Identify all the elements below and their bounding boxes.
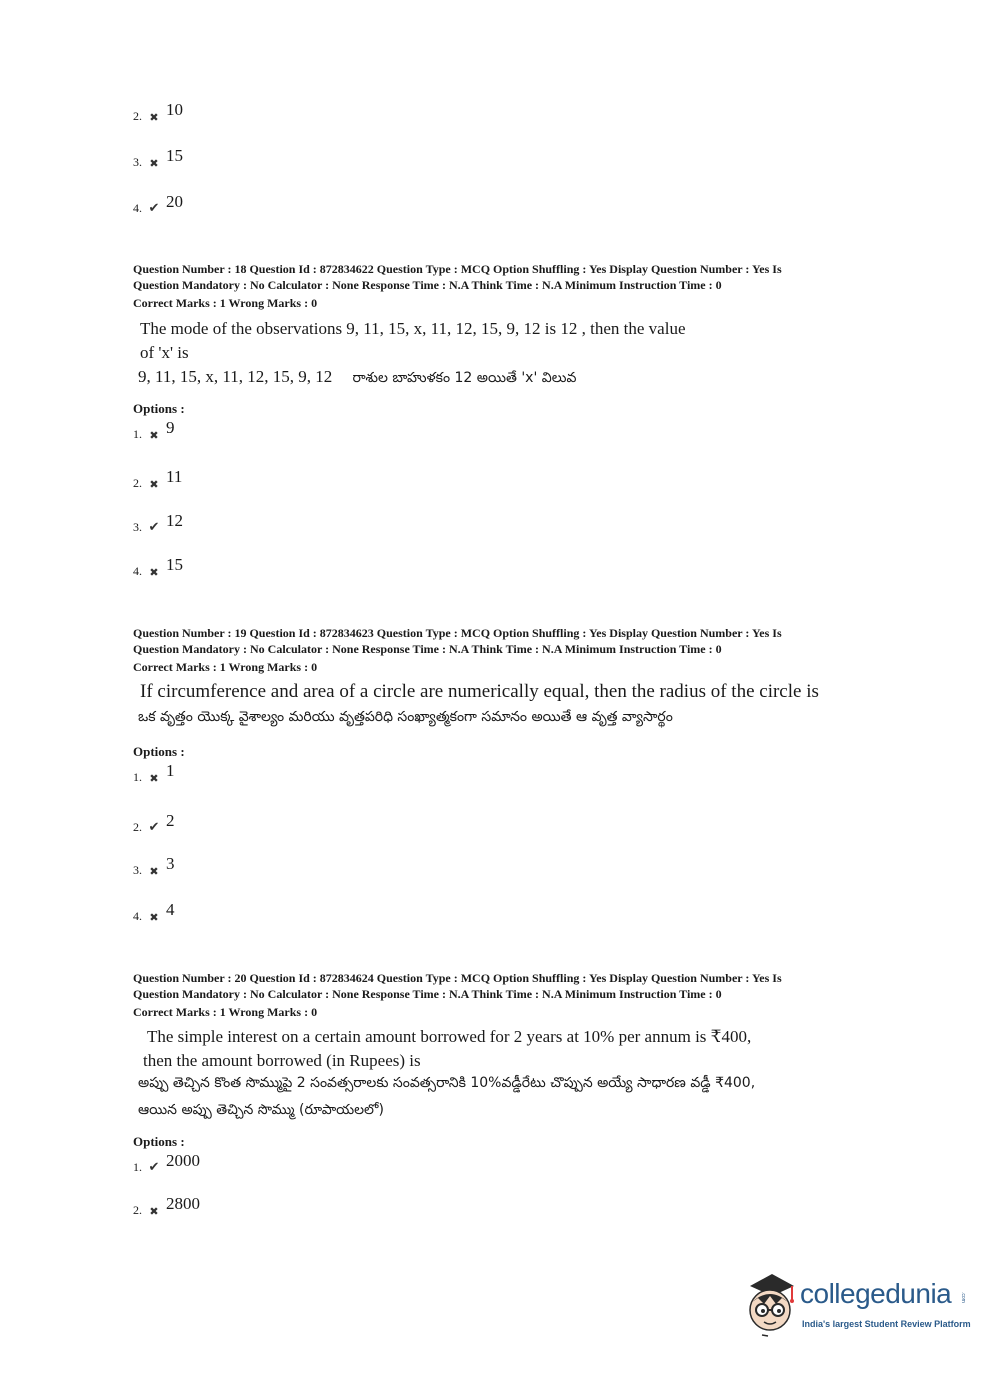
brand-suffix: .com (960, 1292, 966, 1303)
option-value: 1 (166, 761, 175, 780)
option-number: 2. (133, 1203, 142, 1217)
options-label: Options : (133, 1134, 185, 1149)
option-number: 1. (133, 1160, 142, 1174)
question-text-en: If circumference and area of a circle are numerically equal, then the radius of the circle is (140, 681, 819, 702)
option-value: 20 (166, 192, 183, 211)
question-meta (133, 261, 863, 311)
check-mark-icon: ✔ (148, 520, 160, 535)
option-value: 9 (166, 418, 175, 437)
wrong-mark-icon: ✖ (149, 911, 159, 924)
wrong-mark-icon: ✖ (149, 429, 159, 442)
wrong-mark-icon: ✖ (149, 478, 159, 491)
mascot-icon (742, 1272, 798, 1338)
wrong-mark-icon: ✖ (149, 1205, 159, 1218)
option-number: 2. (133, 820, 142, 834)
brand-name: collegedunia (800, 1278, 952, 1309)
option-row (133, 811, 175, 835)
option-value: 2000 (166, 1151, 200, 1170)
wrong-mark-icon: ✖ (149, 157, 159, 170)
option-row (133, 854, 175, 878)
option-number: 4. (133, 909, 142, 923)
meta-line: Question Mandatory : No Calculator : None Response Time : N.A Think Time : N.A Minimum Instruction Time : 0 (133, 278, 722, 292)
brand-tagline: India's largest Student Review Platform (802, 1319, 971, 1329)
option-value: 2800 (166, 1194, 200, 1213)
option-number: 4. (133, 201, 142, 215)
option-value: 15 (166, 555, 183, 574)
marks-line: Correct Marks : 1 Wrong Marks : 0 (133, 1005, 318, 1019)
question-text-en: The mode of the observations 9, 11, 15, x, 11, 12, 15, 9, 12 is 12 , then the value (140, 319, 686, 338)
question-text-te: అప్పు తెచ్చిన కొంత సొమ్ముపై 2 సంవత్సరాలకు సంవత్సరానికి 10%వడ్డీరేటు చొప్పున అయ్యే సాధారణ వడ్డీ ₹400, (138, 1075, 756, 1091)
option-number: 3. (133, 520, 142, 534)
option-value: 11 (166, 467, 183, 486)
question-text-en: then the amount borrowed (in Rupees) is (143, 1051, 421, 1070)
option-number: 3. (133, 155, 142, 169)
question-text-en: The simple interest on a certain amount borrowed for 2 years at 10% per annum is ₹400, (147, 1027, 752, 1046)
wrong-mark-icon: ✖ (149, 772, 159, 785)
marks-line: Correct Marks : 1 Wrong Marks : 0 (133, 660, 318, 674)
meta-line: Question Number : 19 Question Id : 872834623 Question Type : MCQ Option Shuffling : Yes Display Question Number : Yes Is (133, 626, 782, 640)
option-value: 2 (166, 811, 175, 830)
question-text-te: ఆయిన అప్పు తెచ్చిన సొమ్ము (రూపాయలలో) (138, 1102, 384, 1118)
option-row (133, 146, 183, 170)
option-number: 3. (133, 863, 142, 877)
check-mark-icon: ✔ (148, 1160, 160, 1175)
option-value: 12 (166, 511, 183, 530)
option-row (133, 467, 183, 491)
question-text-te (138, 367, 576, 389)
question-meta (133, 625, 863, 675)
wrong-mark-icon: ✖ (149, 865, 159, 878)
question-text-te: ఒక వృత్తం యొక్క వైశాల్యం మరియు వృత్తపరిధి సంఖ్యాత్మకంగా సమానం అయితే ఆ వృత్త వ్యాసార్థం (138, 709, 673, 725)
options-label: Options : (133, 744, 185, 759)
marks-line: Correct Marks : 1 Wrong Marks : 0 (133, 296, 318, 310)
option-value: 4 (166, 900, 175, 919)
option-row (133, 511, 183, 535)
meta-line: Question Mandatory : No Calculator : None Response Time : N.A Think Time : N.A Minimum Instruction Time : 0 (133, 642, 722, 656)
option-row (133, 555, 183, 579)
question-meta (133, 970, 863, 1020)
option-number: 2. (133, 476, 142, 490)
option-row (133, 100, 183, 124)
option-number: 2. (133, 109, 142, 123)
question-text-en: of 'x' is (140, 343, 189, 362)
option-row (133, 192, 183, 216)
option-number: 1. (133, 427, 142, 441)
option-row (133, 761, 175, 785)
check-mark-icon: ✔ (148, 820, 160, 835)
option-number: 4. (133, 564, 142, 578)
wrong-mark-icon: ✖ (149, 566, 159, 579)
wrong-mark-icon: ✖ (149, 111, 159, 124)
option-value: 15 (166, 146, 183, 165)
options-label: Options : (133, 401, 185, 416)
option-row (133, 1151, 200, 1175)
telugu-text: రాశుల బాహుళకం 12 అయితే 'x' విలువ (352, 370, 577, 386)
option-row (133, 900, 175, 924)
meta-line: Question Number : 20 Question Id : 872834624 Question Type : MCQ Option Shuffling : Yes Display Question Number : Yes Is (133, 971, 782, 985)
option-row (133, 1194, 200, 1218)
meta-line: Question Mandatory : No Calculator : None Response Time : N.A Think Time : N.A Minimum Instruction Time : 0 (133, 987, 722, 1001)
meta-line: Question Number : 18 Question Id : 872834622 Question Type : MCQ Option Shuffling : Yes Display Question Number : Yes Is (133, 262, 782, 276)
option-value: 3 (166, 854, 175, 873)
collegedunia-logo (742, 1272, 972, 1340)
check-mark-icon: ✔ (148, 201, 160, 216)
option-row (133, 418, 175, 442)
option-value: 10 (166, 100, 183, 119)
option-number: 1. (133, 770, 142, 784)
question-numbers: 9, 11, 15, x, 11, 12, 15, 9, 12 (138, 367, 333, 386)
